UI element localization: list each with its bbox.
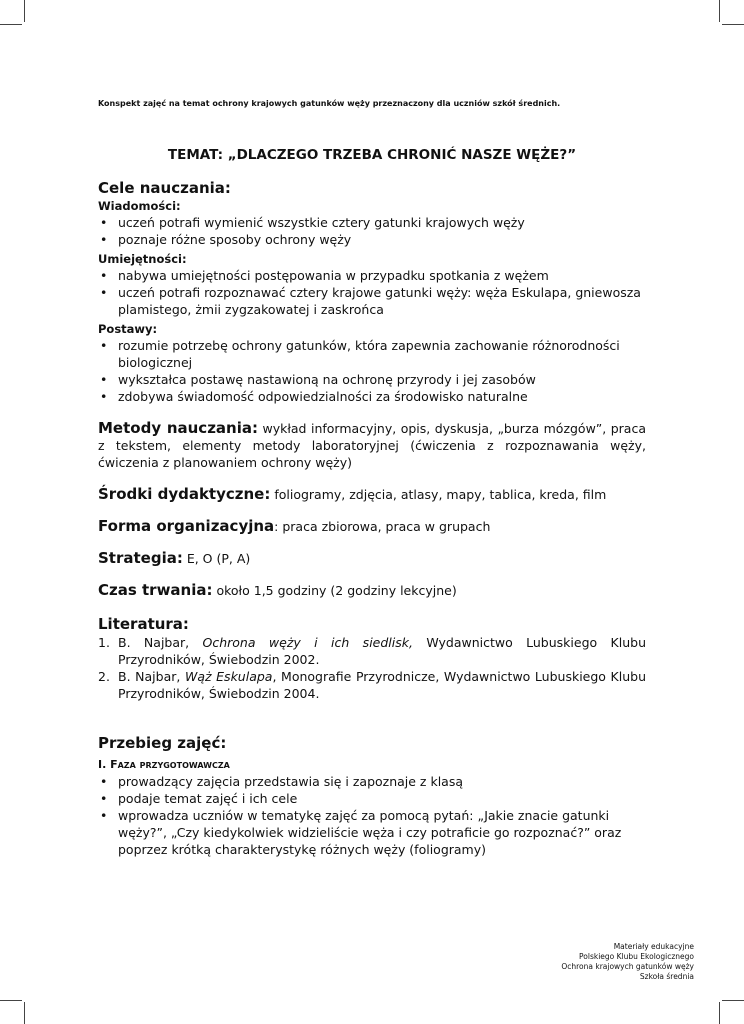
list-item: • wprowadza uczniów w tematykę zajęć za pomocą pytań: „Jakie znacie gatunki węży?”, „Czy kiedykolwiek widzieliście węża i czy potraficie go rozpoznać?” oraz poprzez krótką charakterystykę różnych węży (foliogramy) bbox=[98, 807, 646, 858]
duration-text: około 1,5 godziny (2 godziny lekcyjne) bbox=[212, 583, 457, 598]
crop-mark bbox=[722, 24, 744, 25]
item-title: Ochrona węży i ich siedlisk, bbox=[202, 635, 413, 650]
page-header: Konspekt zajęć na temat ochrony krajowych gatunków węży przeznaczony dla uczniów szkół średnich. bbox=[98, 99, 561, 108]
footer-line: Materiały edukacyjne bbox=[613, 942, 694, 951]
course-list bbox=[98, 773, 646, 858]
item-author: B. Najbar, bbox=[118, 635, 203, 650]
strategy-label: Strategia: bbox=[98, 549, 183, 567]
means-section bbox=[98, 486, 646, 503]
list-item: • poznaje różne sposoby ochrony węży bbox=[98, 231, 646, 248]
goals-heading: Cele nauczania: bbox=[98, 179, 231, 197]
crop-mark bbox=[24, 1002, 25, 1024]
methods-label: Metody nauczania: bbox=[98, 419, 258, 437]
crop-mark bbox=[719, 0, 720, 22]
item-title: Wąż Eskulapa bbox=[184, 669, 273, 684]
means-text: foliogramy, zdjęcia, atlasy, mapy, tablica, kreda, film bbox=[270, 487, 607, 502]
skills-list bbox=[98, 267, 646, 318]
list-item bbox=[98, 634, 646, 668]
course-heading: Przebieg zajęć: bbox=[98, 734, 227, 752]
item-number: 1. bbox=[98, 635, 110, 650]
footer-line: Polskiego Klubu Ekologicznego bbox=[579, 952, 694, 961]
list-item: • uczeń potrafi rozpoznawać cztery krajowe gatunki węży: węża Eskulapa, gniewosza plamistego, żmii zygzakowatej i zaskrońca bbox=[98, 284, 646, 318]
list-item: • wykształca postawę nastawioną na ochronę przyrody i jej zasobów bbox=[98, 371, 646, 388]
methods-section bbox=[98, 420, 646, 471]
footer-line: Szkoła średnia bbox=[639, 972, 694, 981]
item-author: B. Najbar, bbox=[118, 669, 185, 684]
duration-section bbox=[98, 582, 646, 599]
attitudes-list bbox=[98, 337, 646, 405]
methods-text: wykład informacyjny, opis, dyskusja, „burza mózgów”, praca z tekstem, elementy metody laboratoryjnej (ćwiczenia z rozpoznawania węży, ćwiczenia z planowaniem ochrony węży) bbox=[98, 421, 647, 470]
duration-label: Czas trwania: bbox=[98, 581, 213, 599]
form-section bbox=[98, 518, 646, 535]
form-text: : praca zbiorowa, praca w grupach bbox=[274, 519, 491, 534]
strategy-section bbox=[98, 550, 646, 567]
list-item: • rozumie potrzebę ochrony gatunków, która zapewnia zachowanie różnorodności biologicznej bbox=[98, 337, 646, 371]
form-label: Forma organizacyjna bbox=[98, 517, 275, 535]
list-item: • uczeń potrafi wymienić wszystkie cztery gatunki krajowych węży bbox=[98, 214, 646, 231]
phase-label: I. Faza przygotowawcza bbox=[98, 758, 230, 771]
list-item: • podaje temat zajęć i ich cele bbox=[98, 790, 646, 807]
crop-mark bbox=[722, 1000, 744, 1001]
literature-heading: Literatura: bbox=[98, 615, 189, 633]
footer-line: Ochrona krajowych gatunków węży bbox=[561, 962, 694, 971]
crop-mark bbox=[0, 1000, 22, 1001]
document-body bbox=[98, 178, 646, 858]
skills-label: Umiejętności: bbox=[98, 252, 187, 266]
crop-mark bbox=[0, 24, 22, 25]
list-item: • nabywa umiejętności postępowania w przypadku spotkania z wężem bbox=[98, 267, 646, 284]
knowledge-label: Wiadomości: bbox=[98, 199, 181, 213]
crop-mark bbox=[24, 0, 25, 22]
crop-mark bbox=[719, 1002, 720, 1024]
attitudes-label: Postawy: bbox=[98, 322, 158, 336]
page-title: TEMAT: „DLACZEGO TRZEBA CHRONIĆ NASZE WĘŻE?” bbox=[167, 147, 577, 163]
list-item bbox=[98, 668, 646, 702]
literature-list bbox=[98, 634, 646, 702]
page-footer bbox=[561, 942, 694, 982]
item-details: , Monografie Przyrodnicze, Wydawnictwo Lubuskiego Klubu Przyrodników, Świebodzin 2004. bbox=[118, 669, 647, 701]
list-item: • zdobywa świadomość odpowiedzialności za środowisko naturalne bbox=[98, 388, 646, 405]
item-number: 2. bbox=[98, 669, 110, 684]
item-details: Wydawnictwo Lubuskiego Klubu Przyrodników, Świebodzin 2002. bbox=[118, 635, 646, 667]
list-item: • prowadzący zajęcia przedstawia się i zapoznaje z klasą bbox=[98, 773, 646, 790]
knowledge-list bbox=[98, 214, 646, 248]
strategy-text: E, O (P, A) bbox=[182, 551, 251, 566]
means-label: Środki dydaktyczne: bbox=[98, 485, 271, 503]
